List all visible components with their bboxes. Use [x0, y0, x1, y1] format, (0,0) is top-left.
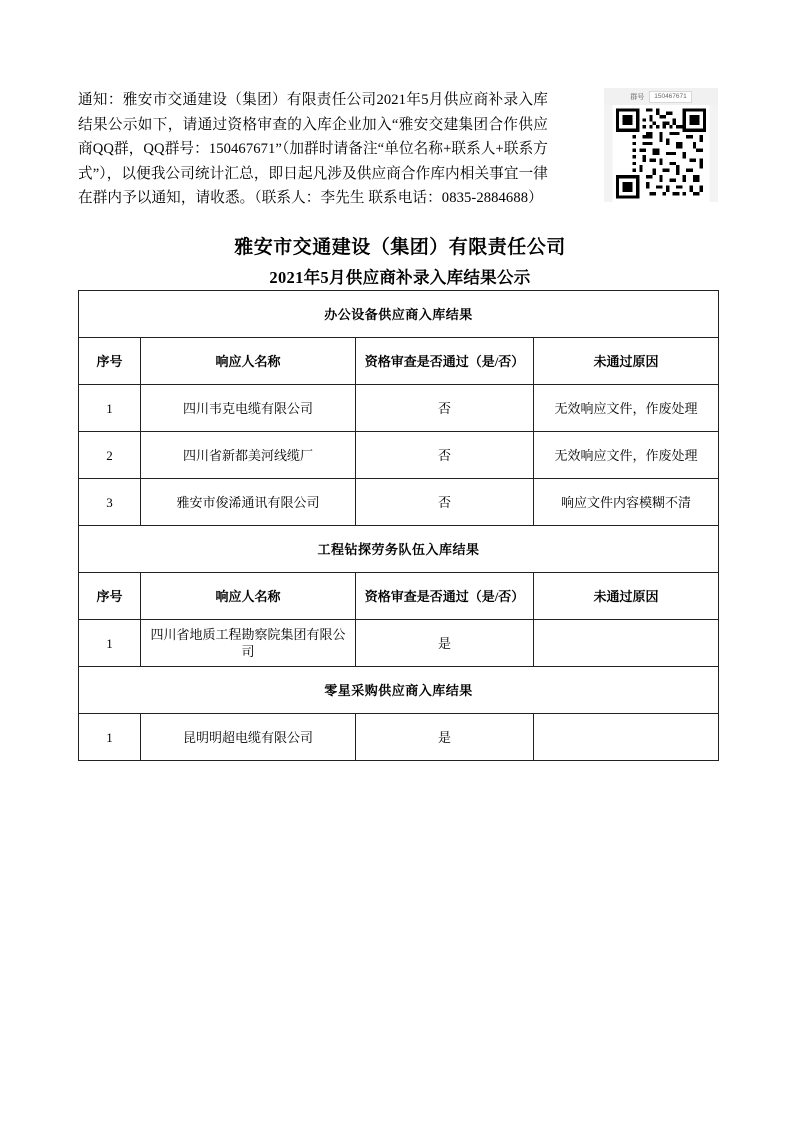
cell-name: 四川省新都美河线缆厂	[141, 432, 356, 479]
column-header-4: 未通过原因	[534, 338, 719, 385]
column-header-4: 未通过原因	[534, 573, 719, 620]
qr-caption	[604, 88, 718, 105]
qr-group-number: 150467671	[649, 91, 692, 103]
page-subtitle: 2021年5月供应商补录入库结果公示	[269, 268, 531, 287]
qr-label: 群号	[630, 93, 645, 101]
column-header-2: 响应人名称	[141, 573, 356, 620]
cell-pass: 是	[356, 714, 534, 761]
cell-num: 3	[79, 479, 141, 526]
results-table	[78, 290, 719, 761]
column-header-3: 资格审查是否通过（是/否）	[356, 573, 534, 620]
cell-pass: 否	[356, 432, 534, 479]
cell-num: 2	[79, 432, 141, 479]
table-section-heading: 工程钻探劳务队伍入库结果	[79, 526, 719, 573]
cell-name: 昆明明超电缆有限公司	[141, 714, 356, 761]
table-row	[79, 432, 719, 479]
qq-group-qr-code	[604, 88, 718, 202]
table-section-row	[79, 291, 719, 338]
table-section-heading: 零星采购供应商入库结果	[79, 667, 719, 714]
cell-pass: 是	[356, 620, 534, 667]
table-row	[79, 385, 719, 432]
cell-num: 1	[79, 620, 141, 667]
page-title: 雅安市交通建设（集团）有限责任公司	[234, 237, 566, 258]
table-section-row	[79, 667, 719, 714]
notice-text: 通知：雅安市交通建设（集团）有限责任公司2021年5月供应商补录入库结果公示如下，请通过资格审查的入库企业加入“雅安交建集团合作供应商QQ群，QQ群号：150467671”（加群时请备注“单位名称+联系人+联系方式”），以便我公司统计汇总，即日起凡涉及供应商合作库内相关事宜一律在群内予以通知，请收悉。（联系人：李先生 联系电话：0835-2884688）	[78, 92, 548, 206]
cell-name: 雅安市俊浠通讯有限公司	[141, 479, 356, 526]
column-header-2: 响应人名称	[141, 338, 356, 385]
table-row	[79, 714, 719, 761]
results-table-body	[79, 291, 719, 761]
table-header-row	[79, 338, 719, 385]
column-header-1: 序号	[79, 573, 141, 620]
cell-reason: 无效响应文件，作废处理	[534, 385, 719, 432]
table-row	[79, 620, 719, 667]
cell-reason: 无效响应文件，作废处理	[534, 432, 719, 479]
table-row	[79, 479, 719, 526]
cell-reason	[534, 714, 719, 761]
results-table-wrap	[78, 290, 718, 761]
cell-pass: 否	[356, 479, 534, 526]
table-section-row	[79, 526, 719, 573]
cell-reason	[534, 620, 719, 667]
cell-name: 四川韦克电缆有限公司	[141, 385, 356, 432]
column-header-3: 资格审查是否通过（是/否）	[356, 338, 534, 385]
column-header-1: 序号	[79, 338, 141, 385]
qr-code-icon	[604, 105, 718, 202]
cell-reason: 响应文件内容模糊不清	[534, 479, 719, 526]
cell-pass: 否	[356, 385, 534, 432]
table-header-row	[79, 573, 719, 620]
cell-name: 四川省地质工程勘察院集团有限公司	[141, 620, 356, 667]
table-section-heading: 办公设备供应商入库结果	[79, 291, 719, 338]
cell-num: 1	[79, 385, 141, 432]
cell-num: 1	[79, 714, 141, 761]
